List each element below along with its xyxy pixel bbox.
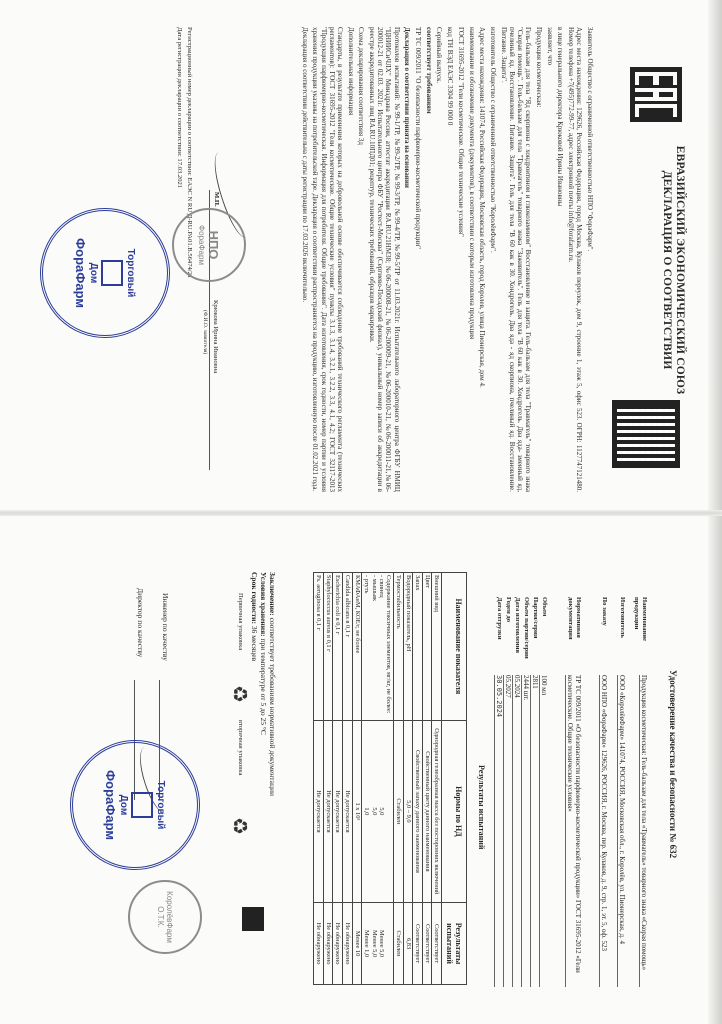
result-cell: Не обнаружено (343, 903, 353, 985)
shelf-life-text: 36 месяцев (250, 625, 259, 662)
info-value: ООО «КоролёвФарм» 141074, РОССИЯ, Московская обл., г. Королёв, ул. Пионерская, д. 4 (617, 675, 626, 987)
signer-name: Крюкова Ирина Ивановна (212, 300, 219, 374)
table-row (394, 573, 404, 985)
declaration-paragraph: Схема декларирования соответствия 3д (357, 27, 366, 145)
eac-small-logo (242, 907, 264, 931)
certificate-page (0, 515, 722, 1024)
stamp-text-line1: Торговый (155, 780, 167, 830)
info-value: ООО НПО «ФораФарм» 129626, РОССИЯ, г. Москва, пер. Кулаков, д. 9, стр. 1, эт. 5, оф. 523 (599, 675, 608, 987)
stamp-logo-icon (102, 260, 124, 286)
indicator-cell: Цвет (422, 573, 432, 721)
conclusion-text: соответствует требованиям нормативной документации (268, 617, 277, 797)
header-indicator: Наименование показателя (442, 573, 467, 721)
registration-number: Регистрационный номер декларации о соответствии: ЕАЭС N RU Д-RU.PA01.B.56474/21 (186, 27, 193, 279)
info-value: 05.2027 (503, 675, 512, 987)
declaration-paragraph: Дополнительная информация (346, 27, 355, 116)
declaration-paragraph: Протоколов испытаний: №99-1/ТР, №99-2/ТР, №99-3/ТР, №99-4/ТР, №99-5/ТР от 11.03.2021г. Испытательного лабораторного центра ФГБУ НМИЦ "ЦНИИСиЧЛХ" Минздрава России, аттестат аккредитации RA.RU.21НМ38; №06-200008-21, №06-200009-21, №06-200010-21, №06-200011-21,№06-200012-21 от 02.03. 2021г. Испытательного центра ФБУ "Ростест-Москва" (Сергиево-Посадский филиал), уникальный номер записи об аккредитации в реестре аккредитованных лиц RA.RU.10ПД01; рецептур, технических требований, образцов маркировки. (368, 27, 401, 492)
table-row (432, 573, 442, 985)
info-label: Дата отгрузки (496, 597, 503, 640)
signer-caption: (Ф.И.О. заявителя) (202, 310, 208, 355)
qr-code (612, 400, 680, 468)
info-label: Объем (541, 597, 548, 617)
storage-text: при температуре от 5 до 25 °С (259, 638, 268, 735)
result-cell: Менее 5,0 Менее 5,0 Менее 1,0 (362, 903, 394, 985)
info-label: Изготовитель (619, 597, 626, 638)
header-results: Результаты испытаний (442, 903, 467, 985)
indicator-cell: Candida albicans в 0,1 г (343, 573, 353, 721)
declaration-paragraph: заявляет, что (545, 27, 554, 66)
norm-cell: Не допускается (323, 720, 333, 902)
seal-label: М.П. (213, 192, 220, 207)
result-cell: Не обнаружено (314, 903, 324, 985)
info-label: Партия/серия (532, 597, 539, 639)
result-cell: Соответствует (432, 903, 442, 985)
info-value: 100 мл (539, 675, 548, 987)
document-header (660, 120, 686, 420)
table-row (422, 573, 432, 985)
indicator-cell: Внешний вид (432, 573, 442, 721)
eac-mark-icon (630, 67, 682, 122)
info-label: Дата изготовления (514, 597, 521, 653)
results-table (313, 572, 467, 985)
declaration-title: ДЕКЛАРАЦИЯ О СООТВЕТСТВИИ (661, 170, 673, 370)
indicator-cell: Водородный показатель, pH (403, 573, 413, 721)
stamp-logo-icon (132, 792, 154, 818)
norm-cell: Стабилен (394, 720, 404, 902)
indicator-cell: Escherichia coli в 0,1 г (333, 573, 343, 721)
result-cell: Не обнаружено (323, 903, 333, 985)
stamp-sub-text: ФораФарм (197, 225, 206, 265)
norm-cell: Однородная гелеобразная масса без посторонних включений (432, 720, 442, 902)
table-row (403, 573, 413, 985)
declaration-paragraph: Декларация о соответствии действительна с даты регистрации по 17.03.2026 включительно. (300, 27, 309, 303)
stamp-text-line3: ФораФарм (103, 770, 119, 840)
eac-logo (630, 67, 682, 122)
quality-engineer-label: Инженер по качеству (161, 593, 170, 661)
otk-stamp-center: КоролёвФарм (165, 891, 174, 943)
info-value: 05.2024 (512, 675, 521, 987)
indicator-cell: Содержание токсичных элементов, мг/кг, не более: - свинец - мышьяк - ртуть (362, 573, 394, 721)
declaration-paragraph: ГОСТ 31695-2012 "Гели косметические. Общие технические условия" (456, 27, 465, 237)
info-value: 2444 шт. (521, 675, 530, 987)
declaration-paragraph: соответствует требованиям (424, 27, 433, 114)
certificate-title: Удостоверение качества и безопасности № 632 (668, 670, 678, 859)
declaration-body (298, 27, 594, 492)
indicator-cell: Ps. aeruginosa в 0,1 г (314, 573, 324, 721)
table-row (343, 573, 353, 985)
table-row (413, 573, 423, 985)
info-label: По заказу (601, 597, 608, 626)
company-stamp-grey (172, 208, 246, 282)
storage-label: Условия хранения: (259, 572, 268, 637)
registration-date: Дата регистрации декларации о соответствии: 17.03.2021 (176, 27, 183, 189)
quality-director-label: Директор по качеству (136, 588, 145, 658)
shelf-life-label: Срок годности: (250, 572, 259, 624)
declaration-paragraph: Продукция косметическая: (534, 27, 543, 108)
declaration-paragraph: Гель-бальзам для тела "Яд скорпиона с хондроитином и глюкозамином" Восстановление и защита. Гель-бальзам для тела "Травмагель" товарного знака "Скорая помощь". Гель-бальзам для тела "Травмагель" товарного знака "Заживитель". Гель для тела "В 60 как в 30. Хондрогель. Два яда- змеиный яд, пчелиный яд. Восстановление. Питание. Защита". Гель для тела "В 60 как в 30. Хондрогель. Два яда - яд скорпиона, пчелиный яд. Восстановление. Питание. Защита". (499, 27, 533, 492)
norm-cell: Не допускается (343, 720, 353, 902)
declaration-paragraph: Заявитель Общество с ограниченной ответственностью НПО "ФораФарм". (586, 27, 594, 252)
stamp-text-line2: Дом (118, 794, 130, 816)
results-title: Результаты испытаний (477, 765, 486, 850)
declaration-paragraph: наименование и обозначение документа (документов), в соответствии с которым изготовлена продукция (467, 27, 476, 340)
norm-cell: Не допускается (314, 720, 324, 902)
secondary-packaging-label: вторичная упаковка (237, 720, 244, 776)
result-cell: Соответствует (422, 903, 432, 985)
company-stamp-blue (40, 208, 170, 338)
info-label: Годен до (505, 597, 512, 623)
declaration-paragraph: изготовитель Общество с ограниченной ответственностью "КоролёвФарм". (488, 27, 497, 253)
stamp-center-text: НПО (206, 230, 221, 260)
norm-cell: Свойственный цвету данного наименования (422, 720, 432, 902)
indicator-cell: Staphylococcus aureus в 0,1 г (323, 573, 333, 721)
declaration-paragraph: Стандарты, в результате применения которых на добровольной основе обеспечивается соблюдение требований технического регламента (технических регламентов): ГОСТ 31695-2012 "Гели косметические. Общие технические условия" пункты 3.1.3, 3.1.4, 3.2.1, 3.2.2, 3.3, 4.1, 4.2; ГОСТ 32117-2013 "Продукция парфюмерно-косметическая. Информация для потребителя. Общие требования". Дата изготовления, срок годности, номер партии и условия хранения продукции указаны на потребительской таре. Декларация о соответствии распространяется на продукцию, изготовленную после 01.02.2021 года. (311, 27, 344, 492)
result-cell: Стабилен (394, 903, 404, 985)
stamp-text-line1: Торговый (125, 248, 137, 298)
norm-cell: 5,0 5,0 1,0 (362, 720, 394, 902)
primary-packaging-label: Первичная упаковка (237, 593, 244, 651)
header-norms: Нормы по НД (442, 720, 467, 902)
info-value: Продукция косметическая: Гель-бальзам для тела «Травмагель» товарного знака «Скорая помощь» (639, 675, 648, 987)
recycle-icon: ♻ (228, 817, 250, 835)
info-label: Наименование продукции (633, 597, 648, 641)
norm-cell: 1 x 10³ (352, 720, 362, 902)
result-cell: 6,83 (403, 903, 413, 985)
table-row (352, 573, 362, 985)
table-row (314, 573, 324, 985)
declaration-paragraph: Адрес места нахождения: 141074, Российская Федерация, Московская область, город Королев, улица Пионерская, дом 4. (478, 27, 487, 388)
indicator-cell: Термостабильность (394, 573, 404, 721)
stamp-text-line3: ФораФарм (73, 238, 89, 308)
otk-stamp-ring: О.Т.К. (156, 906, 165, 928)
table-row (362, 573, 394, 985)
conclusion-label: Заключение: (268, 572, 277, 616)
norm-cell: Не допускается (333, 720, 343, 902)
norm-cell: 5,0 – 9,0 (403, 720, 413, 902)
company-stamp-blue (70, 740, 200, 870)
declaration-paragraph: код ТН ВЭД ЕАЭС 3304 99 000 0 (446, 27, 455, 126)
conclusion (250, 572, 277, 796)
norm-cell: Свойственный запаху данного наименования (413, 720, 423, 902)
info-value: 30.05.2024 (494, 675, 503, 987)
result-cell: Соответствует (413, 903, 423, 985)
indicator-cell: Запах (413, 573, 423, 721)
declaration-paragraph: Адрес места нахождения: 129626, Российская Федерация, город Москва, Кулаков переулок, дом 9, строение 1, этаж 5, офис 523. ОГРН: 1127747121480. Номер телефона +7(495)772-99-77, адрес электронной почты info@forafarm.ru. (567, 27, 584, 492)
table-row (333, 573, 343, 985)
declaration-paragraph: Серийный выпуск. (435, 27, 444, 84)
result-cell: Не обнаружено (333, 903, 343, 985)
info-label: Нормативная документация (567, 597, 582, 640)
otk-stamp (128, 880, 202, 954)
declaration-paragraph: Декларация о соответствии принята на основании (403, 27, 412, 188)
declaration-paragraph: в лице генерального директора Крюковой Ирины Ивановны (556, 27, 565, 207)
info-label: Объем партии/серии (523, 597, 530, 659)
info-value: ТР ТС 009/2011 «О безопасности парфюмерно-косметической продукции» ГОСТ 31695-2012 «Гели косметические. Общие технические условия» (565, 675, 582, 987)
stamp-text-line2: Дом (88, 262, 100, 284)
union-title: ЕВРАЗИЙСКИЙ ЭКОНОМИЧЕСКИЙ СОЮЗ (674, 145, 686, 395)
recycle-icon: ♻ (228, 685, 250, 703)
result-cell: Менее 10 (352, 903, 362, 985)
indicator-cell: КМАФАнМ, КОЕ/г, не более (352, 573, 362, 721)
table-row (323, 573, 333, 985)
declaration-paragraph: ТР ТС 009/2011 "О безопасности парфюмерно-косметической продукции" (414, 27, 423, 250)
info-value: 2811 (530, 675, 539, 987)
